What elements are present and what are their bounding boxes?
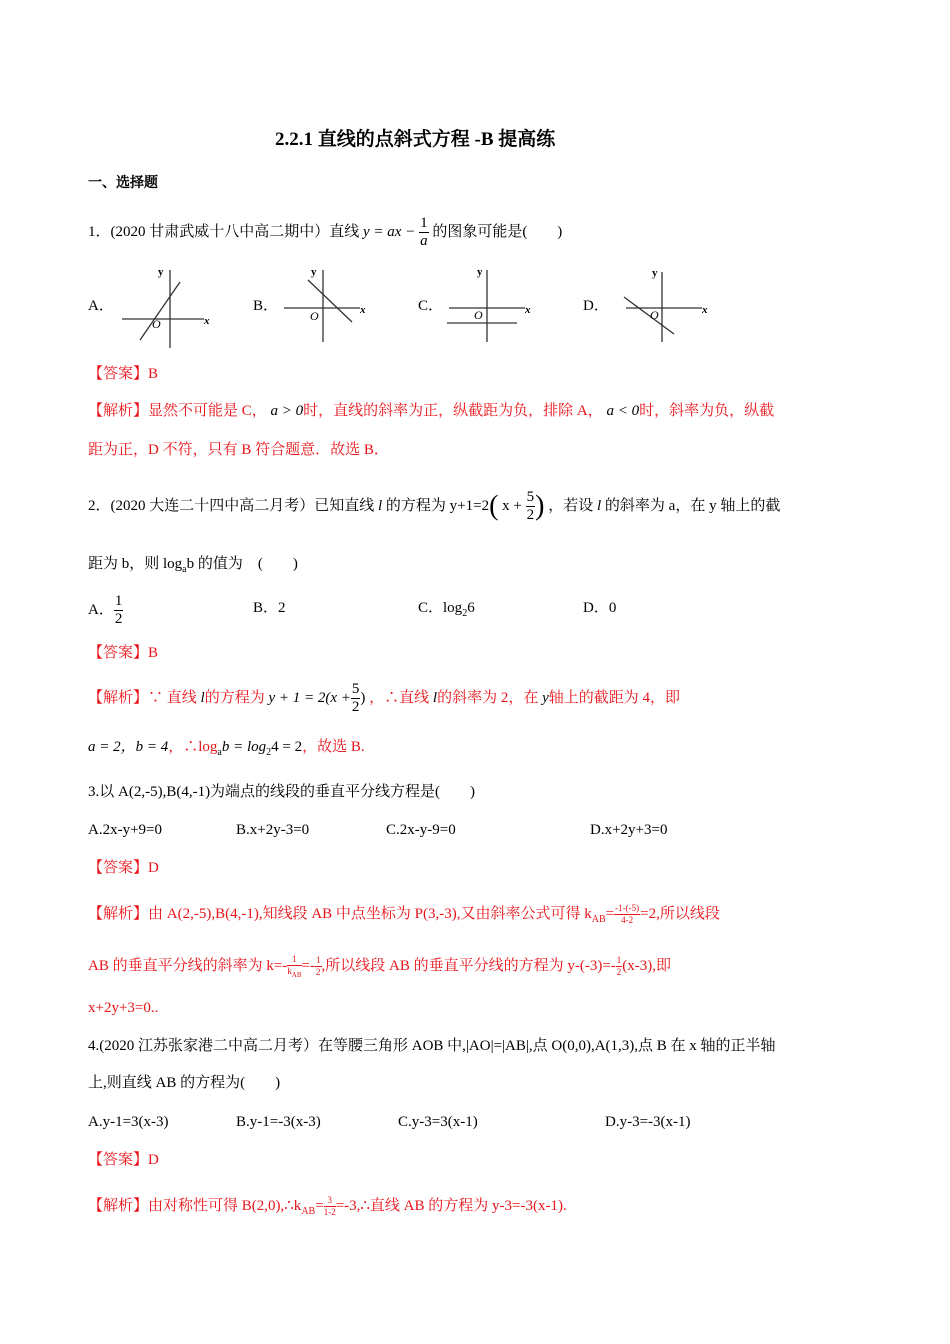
q2-an-1f: 轴上的截距为 4，即 [548,690,681,706]
q4-an-eq: = [315,1198,324,1214]
q3-analysis-line-2 [88,946,671,986]
q2-opt-a-num: 1 [114,593,123,610]
q3-option-a: A.2x-y+9=0 [88,822,162,838]
q1-analysis-1b: a > 0 [270,403,304,419]
q1-analysis-1a: 显然不可能是 C， [148,403,267,419]
q2-an-1c: ，∴直线 [369,690,430,706]
q2-stem-line-2 [88,554,298,580]
q2-an-eq [268,681,366,716]
q2-an-2c: b = log [221,739,267,755]
q4-an-frac [324,1196,336,1217]
q2-suffix-b: 的斜率为 a，在 y 轴上的截 [604,498,781,514]
q2-l-2: l [596,498,602,514]
q2-option-b: B．2 [253,600,286,616]
q1-eq-lhs: y = ax − [363,224,416,240]
q4-option-d: D.y-3=-3(x-1) [605,1114,691,1130]
q3-an-frac-4-den: 2 [616,967,622,978]
q2-opt-c-a: C．log [418,600,463,616]
q1-prefix: 1．(2020 甘肃武威十八中高二期中）直线 [88,224,360,240]
q3-an-1sub: AB [591,914,606,925]
graph-b-x-label: x [360,304,366,316]
q1-analysis-tag: 【解析】 [88,403,149,419]
q2-stem-line-1 [88,484,780,528]
q4-option-a: A.y-1=3(x-3) [88,1114,169,1130]
q2-l: l [378,498,383,514]
q2-prefix: 2．(2020 大连二十四中高二月考）已知直线 [88,498,375,514]
q1-analysis-line-1 [88,401,774,421]
graph-d-line [624,297,674,334]
q2-analysis-line-2 [88,737,365,763]
q2-analysis-line-1 [88,676,680,720]
page-title: 2.2.1 直线的点斜式方程 -B 提高练 [275,129,556,150]
q2-frac-num: 5 [526,489,535,506]
q4-an-sub: AB [301,1206,316,1217]
q2-an-frac-num: 5 [351,681,360,698]
q4-analysis-tag: 【解析】 [88,1198,149,1214]
q3-stem: 3.以 A(2,-5),B(4,-1)为端点的线段的垂直平分线方程是( ) [88,784,476,800]
q3-an-1b: =2,所以线段 [640,906,720,922]
q2-an-2b-sub: a [217,747,222,758]
q2-option-c [418,598,475,624]
q2-an-frac [351,682,361,715]
q2-an-l: l [200,690,205,706]
section-heading: 一、选择题 [88,176,158,191]
graph-a-y-label: y [158,266,164,278]
q2-frac-den: 2 [526,507,535,524]
q3-analysis-line-3: x+2y+3=0.. [88,1000,159,1016]
q3-option-c: C.2x-y-9=0 [386,822,456,838]
q2-an-2d: 4 = 2 [271,739,303,755]
q3-an-2c: ,所以线段 AB 的垂直平分线的方程为 y-(-3)=- [321,958,616,974]
q1-analysis-1d: a < 0 [606,403,640,419]
q3-option-d: D.x+2y+3=0 [590,822,668,838]
q2-answer [88,643,158,663]
q1-option-b: B． [253,298,279,314]
q3-analysis-tag: 【解析】 [88,906,149,922]
q1-frac-den: a [420,233,428,250]
q3-an-2a: AB 的垂直平分线的斜率为 k=- [88,958,288,974]
q2-an-2e: ，故选 B. [302,739,365,755]
q3-an-frac-1-num: -1-(-5) [615,903,640,914]
q2-an-1b: 的方程为 [204,690,265,706]
q4-stem-line-1: 4.(2020 江苏张家港二中高二月考）在等腰三角形 AOB 中,|AO|=|AB|,点 O(0,0),A(1,3),点 B 在 x 轴的正半轴 [88,1038,776,1054]
q3-option-b: B.x+2y-3=0 [236,822,310,838]
q2-an-2b: ，∴log [168,739,218,755]
q4-an-frac-num: 3 [324,1196,336,1207]
q4-option-c: C.y-3=3(x-1) [398,1114,478,1130]
q4-answer-tag: 【答案】 [88,1152,149,1168]
q1-analysis-1e: 时，斜率为负，纵截 [639,403,775,419]
q2-an-frac-den: 2 [351,699,360,716]
q2-line2-a: 距为 b，则 log [88,556,183,572]
q2-line2-b: b 的值为 ( ) [186,556,298,572]
graph-d [618,262,718,352]
q1-option-d: D． [583,298,609,314]
q1-suffix: 的图象可能是( ) [432,224,563,240]
q2-opt-a-den: 2 [114,611,123,628]
q2-x-plus: x + [502,498,522,514]
graph-a [118,262,218,352]
graph-b [280,262,380,352]
q3-an-frac-4-num: 1 [616,955,622,966]
q2-opt-c-sub: 2 [462,608,468,619]
q1-option-a: A． [88,298,114,314]
q2-an-eq-close: ) [360,690,366,706]
q2-analysis-tag: 【解析】 [88,690,149,706]
q2-answer-value: B [148,645,159,661]
q3-an-frac-1 [614,904,640,925]
q4-analysis [88,1186,567,1226]
q4-answer [88,1150,159,1170]
q2-opt-a-label: A． [88,602,114,618]
q2-paren-open: ( [489,490,499,522]
q2-an-eq-text: y + 1 = 2(x + [268,690,351,706]
graph-a-line [140,282,180,340]
q3-an-frac-2-den: $k_{AB}$ [287,965,302,979]
graph-c [445,262,545,352]
q1-answer-tag: 【答案】 [88,366,149,382]
q3-analysis-line-1 [88,894,720,934]
q2-an-1e: y [542,690,549,706]
q2-mid: 的方程为 y+1=2 [385,498,490,514]
q2-an-1d: 的斜率为 2，在 [437,690,539,706]
graph-b-y-label: y [311,266,317,278]
q3-an-frac-3-den: 2 [316,967,321,978]
q3-an-frac-1-den: 4-2 [621,915,634,926]
q4-an-frac-den: 1-2 [323,1207,336,1218]
q2-option-d: D．0 [583,600,617,616]
graph-d-y-label: y [652,267,658,279]
q3-answer [88,858,159,878]
q3-an-frac-2-num: 1 [287,955,301,966]
q3-an-2b: =- [301,958,315,974]
q2-an-2a: a = 2，b = 4 [88,739,169,755]
q4-answer-value: D [148,1152,159,1168]
q1-option-c: C． [418,298,444,314]
graph-d-origin-label: O [650,308,659,322]
q2-opt-a-frac [114,594,124,627]
q2-paren-close: ) [535,490,545,522]
q2-suffix-a: ，若设 [548,498,594,514]
q4-an-b: =-3,∴直线 AB 的方程为 y-3=-3(x-1). [335,1198,567,1214]
q4-option-b: B.y-1=-3(x-3) [236,1114,321,1130]
q3-an-frac-3-num: 1 [316,955,321,966]
q3-an-1eq: = [605,906,615,922]
q1-answer [88,364,158,384]
q2-answer-tag: 【答案】 [88,645,149,661]
graph-a-origin-label: O [152,317,161,331]
graph-c-y-label: y [477,266,483,278]
q2-an-2c-sub: 2 [266,747,272,758]
q2-line2-sub: a [182,564,187,575]
graph-a-x-label: x [204,315,210,327]
q2-fraction [526,490,536,523]
graph-c-x-label: x [525,304,531,316]
q1-answer-value: B [148,366,159,382]
q1-analysis-line-2: 距为正，D 不符，只有 B 符合题意．故选 B． [88,442,389,458]
graph-c-origin-label: O [474,308,483,322]
q1-frac-num: 1 [420,215,428,232]
q2-option-a [88,588,123,632]
q3-answer-value: D [148,860,159,876]
q2-opt-c-b: 6 [467,600,475,616]
q3-an-1a: 由 A(2,-5),B(4,-1),知线段 AB 中点坐标为 P(3,-3),又由斜率公式可得 k [148,906,592,922]
q3-answer-tag: 【答案】 [88,860,149,876]
q2-an-l-2: l [432,690,438,706]
q4-stem-line-2: 上,则直线 AB 的方程为( ) [88,1075,281,1091]
graph-b-origin-label: O [310,309,319,323]
q1-fraction [419,216,429,249]
q4-an-a: 由对称性可得 B(2,0),∴k [148,1198,302,1214]
q3-an-frac-2 [287,955,301,979]
q3-an-2d: (x-3),即 [622,958,672,974]
q2-an-1a: ∵ 直线 [148,690,197,706]
q1-analysis-1c: 时，直线的斜率为正，纵截距为负，排除 A， [303,403,603,419]
graph-d-x-label: x [702,304,708,316]
q1-stem [88,212,562,252]
